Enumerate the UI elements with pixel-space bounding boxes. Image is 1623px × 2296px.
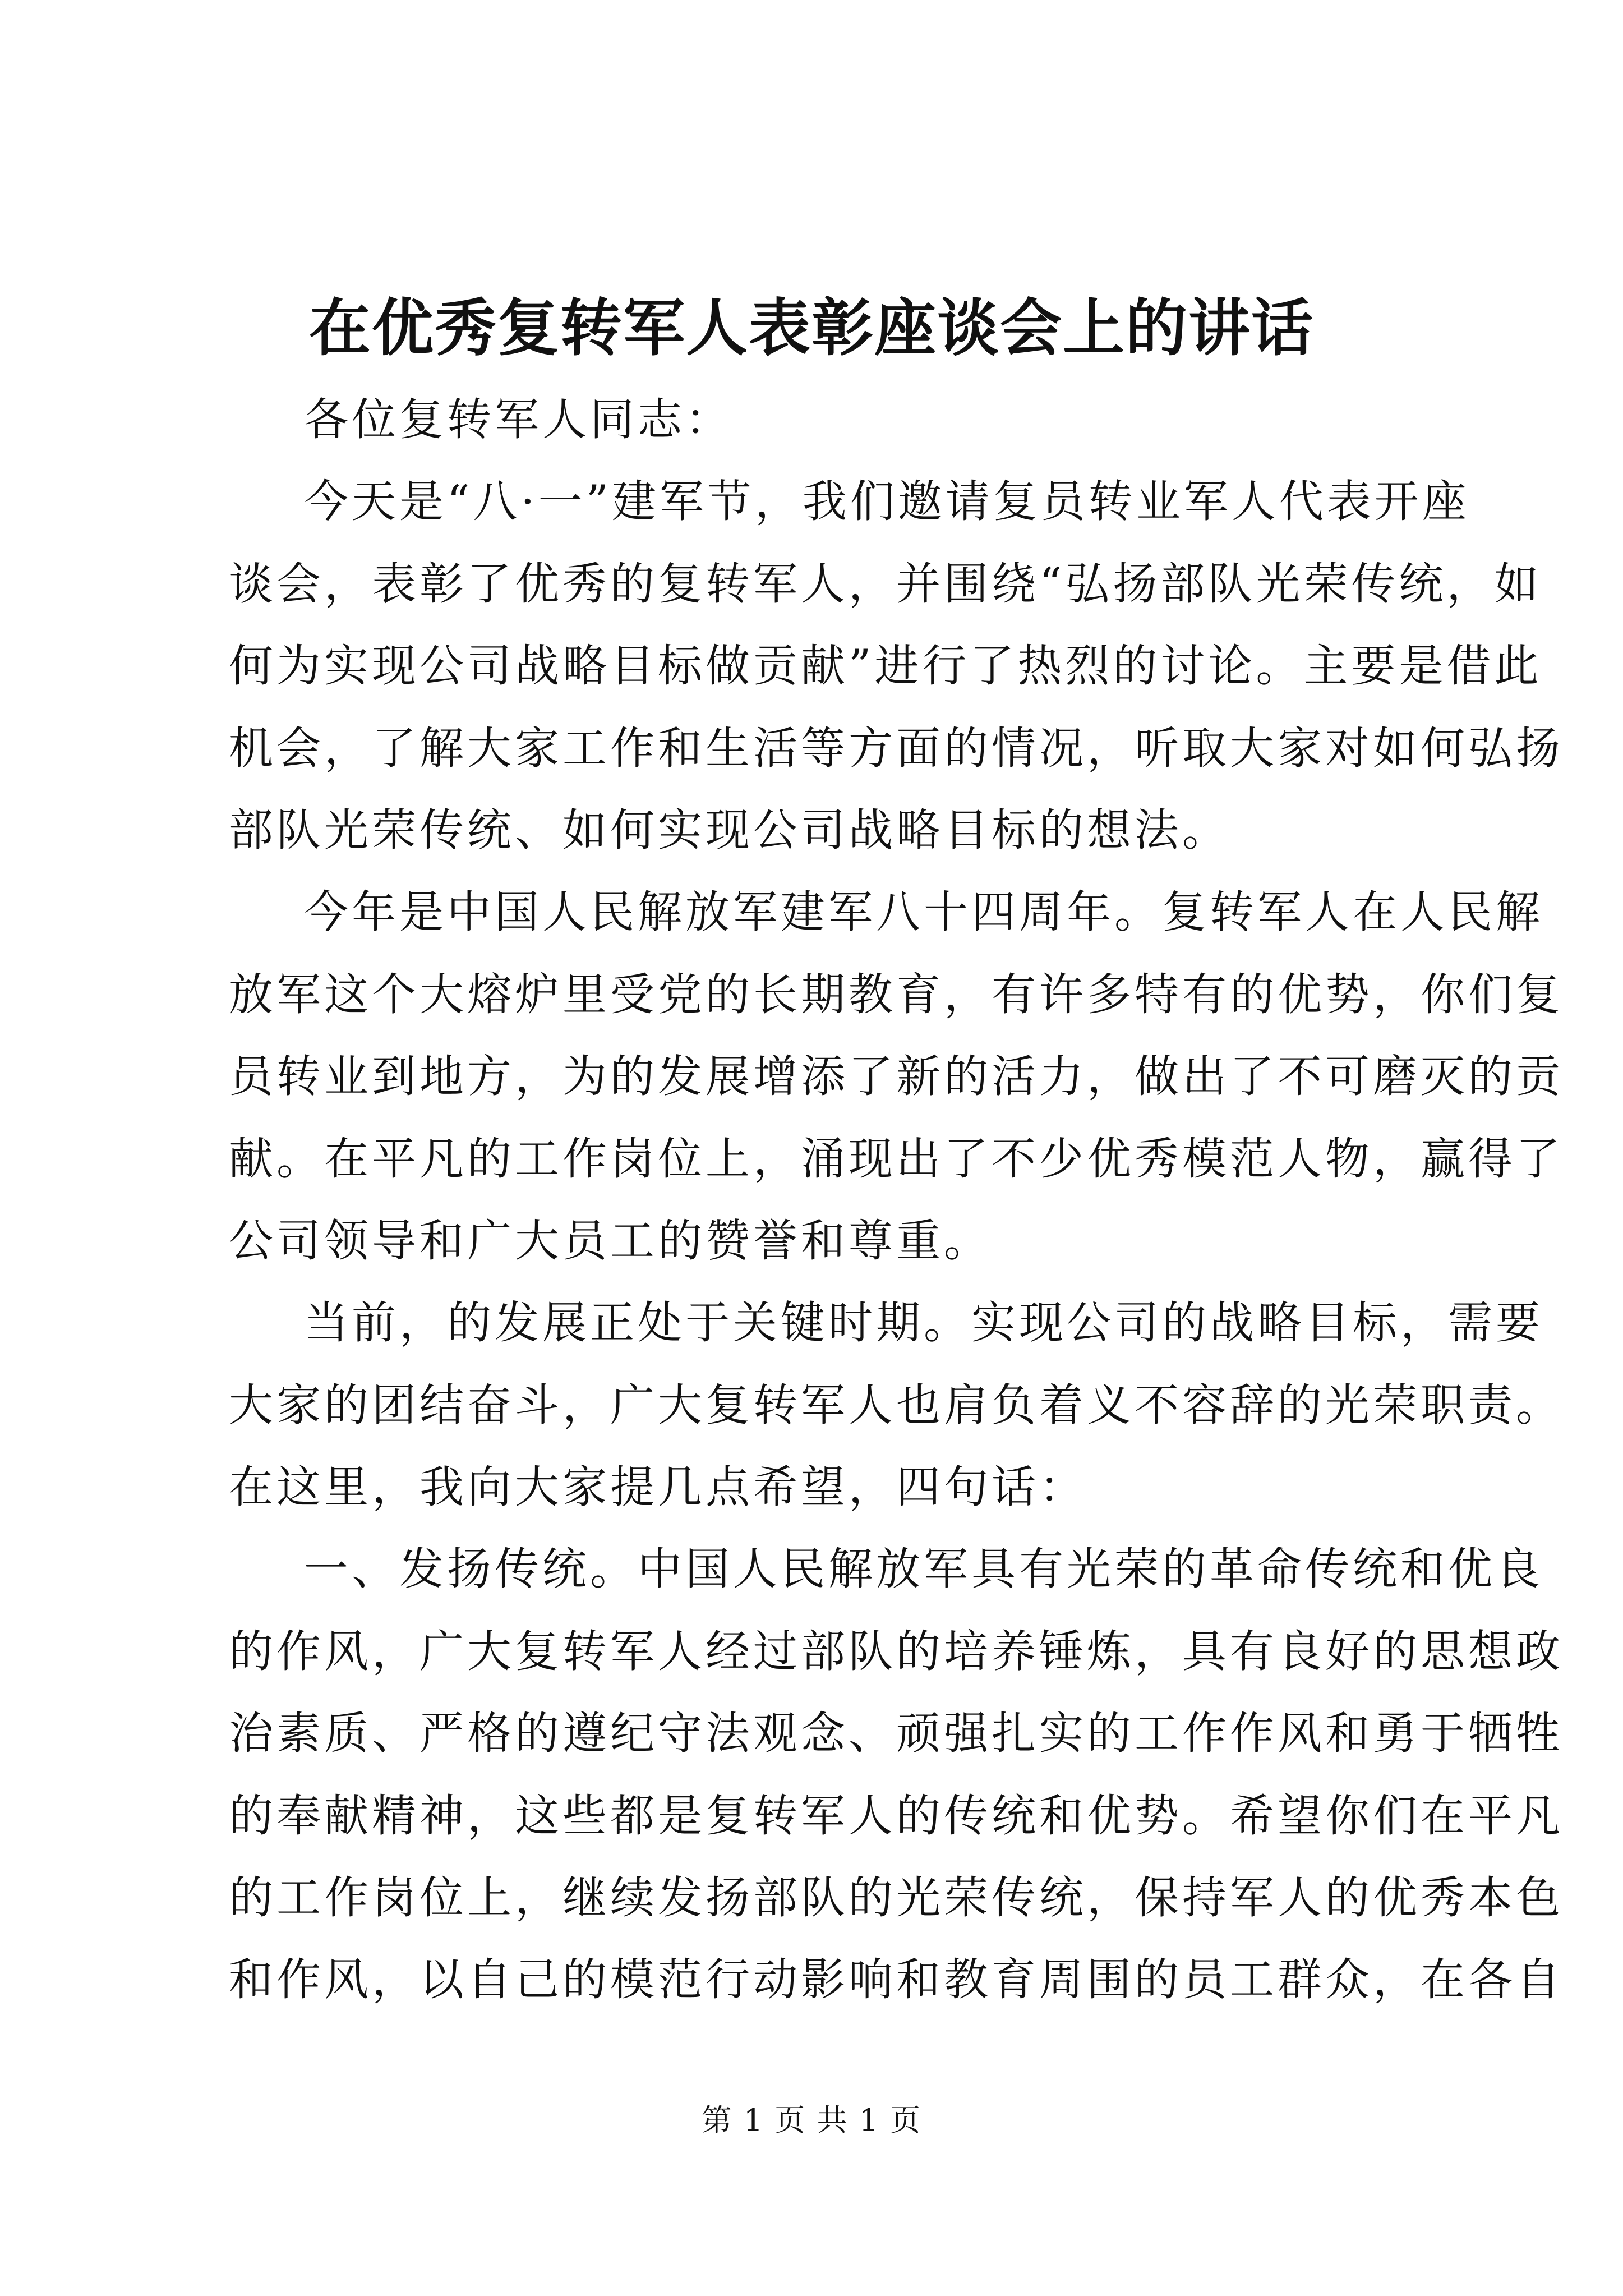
paragraph-4-line-1: 一、发扬传统。中国人民解放军具有光荣的革命传统和优良 — [304, 1543, 1543, 1595]
paragraph-3-line-1: 当前，的发展正处于关键时期。实现公司的战略目标，需要 — [304, 1297, 1543, 1349]
paragraph-4-line-3: 治素质、严格的遵纪守法观念、顽强扎实的工作作风和勇于牺牲 — [229, 1708, 1564, 1760]
paragraph-4-line-2: 的作风，广大复转军人经过部队的培养锤炼，具有良好的思想政 — [229, 1625, 1564, 1677]
paragraph-2-line-4: 献。在平凡的工作岗位上，涌现出了不少优秀模范人物，赢得了 — [229, 1133, 1564, 1185]
paragraph-2-line-2: 放军这个大熔炉里受党的长期教育，有许多特有的优势，你们复 — [229, 968, 1564, 1020]
paragraph-2-line-5: 公司领导和广大员工的赞誉和尊重。 — [229, 1214, 992, 1267]
paragraph-1-line-4: 机会，了解大家工作和生活等方面的情况，听取大家对如何弘扬 — [229, 722, 1564, 774]
document-body — [229, 379, 1564, 2021]
paragraph-4-line-4: 的奉献精神，这些都是复转军人的传统和优势。希望你们在平凡 — [229, 1789, 1564, 1842]
paragraph-1-line-2: 谈会，表彰了优秀的复转军人，并围绕“弘扬部队光荣传统，如 — [229, 558, 1542, 610]
paragraph-1-line-5: 部队光荣传统、如何实现公司战略目标的想法。 — [229, 804, 1230, 856]
paragraph-1-line-3: 何为实现公司战略目标做贡献”进行了热烈的讨论。主要是借此 — [229, 640, 1542, 692]
document-title: 在优秀复转军人表彰座谈会上的讲话 — [309, 292, 1314, 364]
paragraph-2-line-1: 今年是中国人民解放军建军八十四周年。复转军人在人民解 — [304, 886, 1543, 938]
paragraph-2-line-3: 员转业到地方，为的发展增添了新的活力，做出了不可磨灭的贡 — [229, 1051, 1564, 1103]
paragraph-3-line-2: 大家的团结奋斗，广大复转军人也肩负着义不容辞的光荣职责。 — [229, 1379, 1564, 1431]
paragraph-1-line-1: 今天是“八·一”建军节，我们邀请复员转业军人代表开座 — [304, 476, 1470, 528]
paragraph-4-line-5: 的工作岗位上，继续发扬部队的光荣传统，保持军人的优秀本色 — [229, 1872, 1564, 1924]
paragraph-4-line-6: 和作风，以自己的模范行动影响和教育周围的员工群众，在各自 — [229, 1954, 1564, 2006]
salutation-line: 各位复转军人同志： — [304, 394, 733, 445]
page-number-footer: 第 1 页 共 1 页 — [701, 2102, 922, 2138]
paragraph-3-line-3: 在这里，我向大家提几点希望，四句话： — [229, 1461, 1087, 1513]
